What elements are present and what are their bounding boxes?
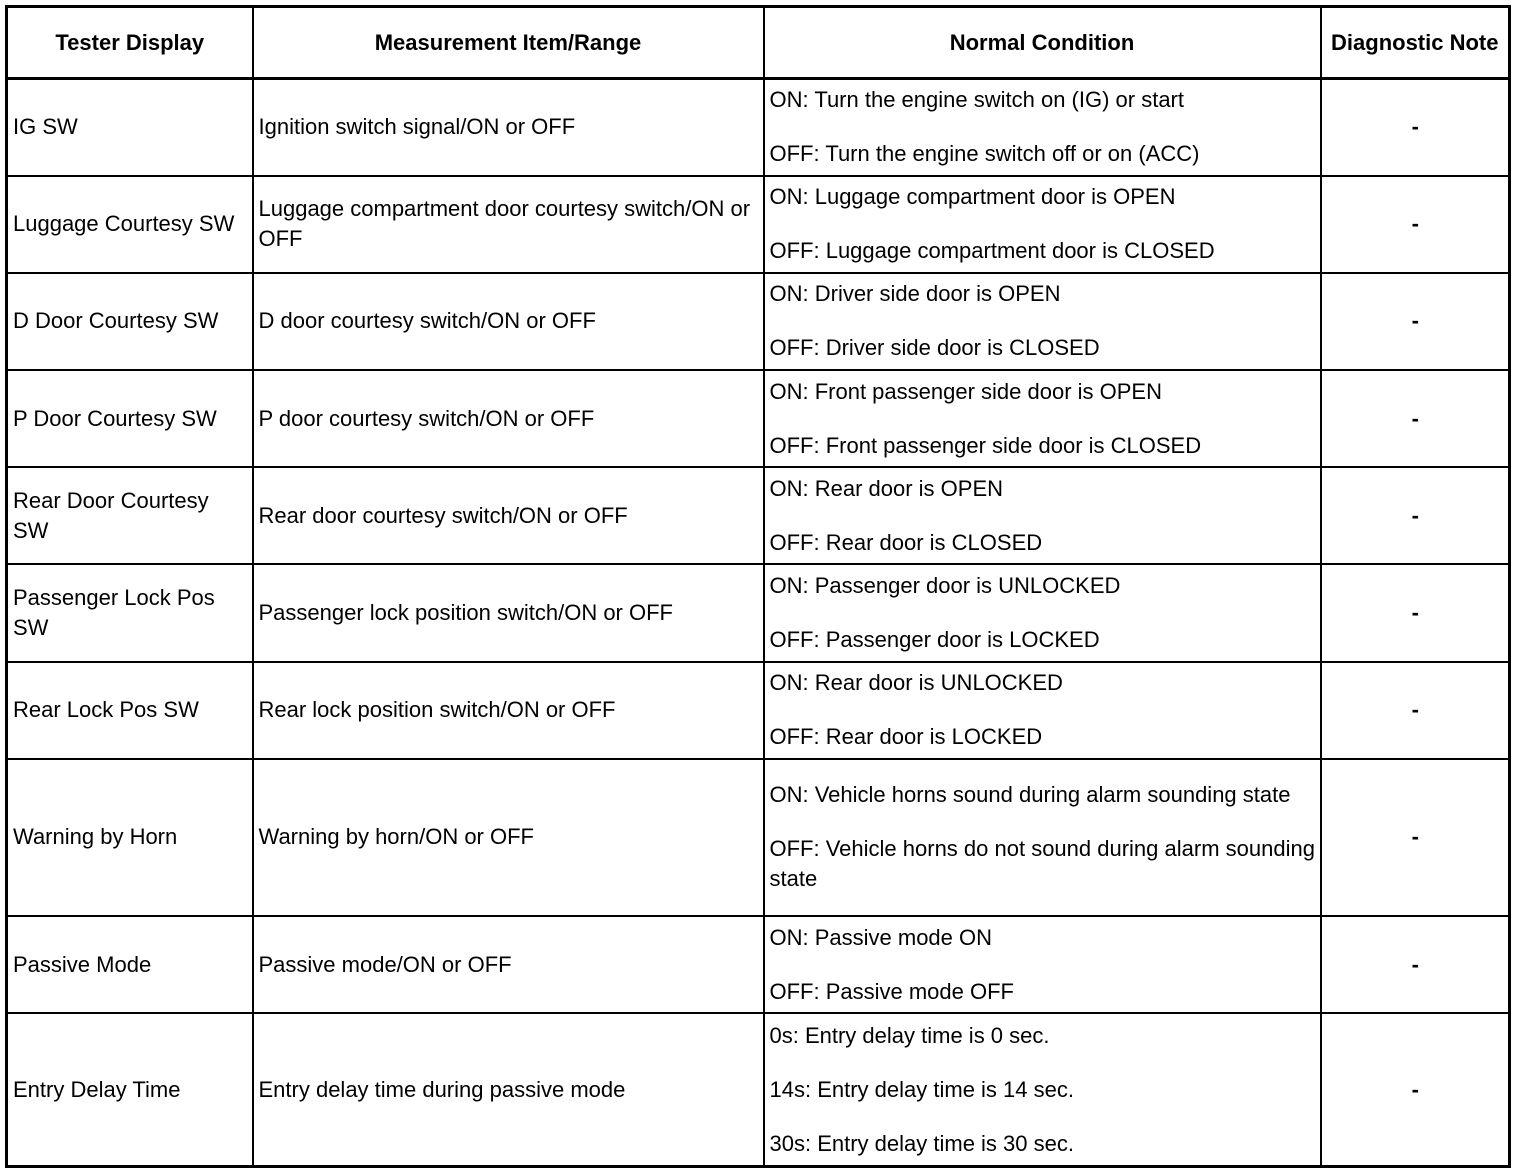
- cell-measurement-item: Rear lock position switch/ON or OFF: [253, 662, 764, 759]
- cell-tester-display: Warning by Horn: [7, 759, 253, 916]
- condition-line: ON: Vehicle horns sound during alarm sounding state: [769, 782, 1291, 808]
- cell-tester-display: Passenger Lock Pos SW: [7, 564, 253, 661]
- cell-diagnostic-note: -: [1321, 176, 1510, 273]
- condition-line: ON: Rear door is UNLOCKED: [769, 670, 1063, 696]
- cell-normal-condition: [764, 79, 1321, 176]
- table-row: [7, 273, 1510, 370]
- cell-tester-display: Luggage Courtesy SW: [7, 176, 253, 273]
- table-row: [7, 916, 1510, 1013]
- condition-line: OFF: Passenger door is LOCKED: [769, 626, 1100, 652]
- cell-diagnostic-note: -: [1321, 662, 1510, 759]
- cell-diagnostic-note: -: [1321, 273, 1510, 370]
- condition-line: 14s: Entry delay time is 14 sec.: [769, 1076, 1074, 1102]
- cell-normal-condition: [764, 564, 1321, 661]
- condition-line: OFF: Luggage compartment door is CLOSED: [769, 238, 1215, 264]
- table-row: [7, 370, 1510, 467]
- condition-line: OFF: Vehicle horns do not sound during alarm sounding state: [769, 836, 1315, 892]
- cell-diagnostic-note: -: [1321, 467, 1510, 564]
- condition-line: ON: Passenger door is UNLOCKED: [769, 572, 1121, 598]
- cell-tester-display: Passive Mode: [7, 916, 253, 1013]
- cell-measurement-item: Entry delay time during passive mode: [253, 1013, 764, 1166]
- cell-normal-condition: [764, 1013, 1321, 1166]
- table-row: [7, 1013, 1510, 1166]
- cell-measurement-item: P door courtesy switch/ON or OFF: [253, 370, 764, 467]
- condition-line: 0s: Entry delay time is 0 sec.: [769, 1022, 1050, 1048]
- cell-diagnostic-note: -: [1321, 916, 1510, 1013]
- cell-normal-condition: [764, 273, 1321, 370]
- cell-measurement-item: Ignition switch signal/ON or OFF: [253, 79, 764, 176]
- cell-measurement-item: Warning by horn/ON or OFF: [253, 759, 764, 916]
- condition-line: 30s: Entry delay time is 30 sec.: [769, 1130, 1074, 1156]
- cell-tester-display: Rear Lock Pos SW: [7, 662, 253, 759]
- cell-measurement-item: Passenger lock position switch/ON or OFF: [253, 564, 764, 661]
- cell-measurement-item: Luggage compartment door courtesy switch/ON or OFF: [253, 176, 764, 273]
- cell-measurement-item: Passive mode/ON or OFF: [253, 916, 764, 1013]
- cell-normal-condition: [764, 662, 1321, 759]
- cell-normal-condition: [764, 370, 1321, 467]
- cell-normal-condition: [764, 467, 1321, 564]
- header-normal-condition: Normal Condition: [764, 7, 1321, 79]
- condition-line: OFF: Front passenger side door is CLOSED: [769, 432, 1202, 458]
- cell-measurement-item: Rear door courtesy switch/ON or OFF: [253, 467, 764, 564]
- cell-diagnostic-note: -: [1321, 759, 1510, 916]
- table-row: [7, 564, 1510, 661]
- cell-diagnostic-note: -: [1321, 79, 1510, 176]
- header-measurement-item: Measurement Item/Range: [253, 7, 764, 79]
- cell-diagnostic-note: -: [1321, 370, 1510, 467]
- header-tester-display: Tester Display: [7, 7, 253, 79]
- cell-normal-condition: [764, 916, 1321, 1013]
- table-row: [7, 759, 1510, 916]
- condition-line: OFF: Turn the engine switch off or on (ACC): [769, 141, 1200, 167]
- condition-line: OFF: Rear door is LOCKED: [769, 724, 1043, 750]
- data-list-table: [5, 5, 1511, 1168]
- condition-line: ON: Passive mode ON: [769, 924, 993, 950]
- condition-line: OFF: Rear door is CLOSED: [769, 529, 1043, 555]
- cell-tester-display: D Door Courtesy SW: [7, 273, 253, 370]
- cell-tester-display: P Door Courtesy SW: [7, 370, 253, 467]
- condition-line: ON: Rear door is OPEN: [769, 475, 1004, 501]
- header-row: [7, 7, 1510, 79]
- condition-line: ON: Turn the engine switch on (IG) or start: [769, 87, 1184, 113]
- cell-normal-condition: [764, 176, 1321, 273]
- cell-tester-display: Rear Door Courtesy SW: [7, 467, 253, 564]
- cell-tester-display: IG SW: [7, 79, 253, 176]
- condition-line: OFF: Driver side door is CLOSED: [769, 335, 1100, 361]
- condition-line: ON: Driver side door is OPEN: [769, 281, 1061, 307]
- cell-tester-display: Entry Delay Time: [7, 1013, 253, 1166]
- header-diagnostic-note: Diagnostic Note: [1321, 7, 1510, 79]
- cell-normal-condition: [764, 759, 1321, 916]
- condition-line: ON: Front passenger side door is OPEN: [769, 378, 1162, 404]
- condition-line: OFF: Passive mode OFF: [769, 978, 1014, 1004]
- cell-diagnostic-note: -: [1321, 1013, 1510, 1166]
- table-row: [7, 467, 1510, 564]
- cell-measurement-item: D door courtesy switch/ON or OFF: [253, 273, 764, 370]
- table-row: [7, 79, 1510, 176]
- condition-line: ON: Luggage compartment door is OPEN: [769, 184, 1176, 210]
- cell-diagnostic-note: -: [1321, 564, 1510, 661]
- table-row: [7, 176, 1510, 273]
- table-row: [7, 662, 1510, 759]
